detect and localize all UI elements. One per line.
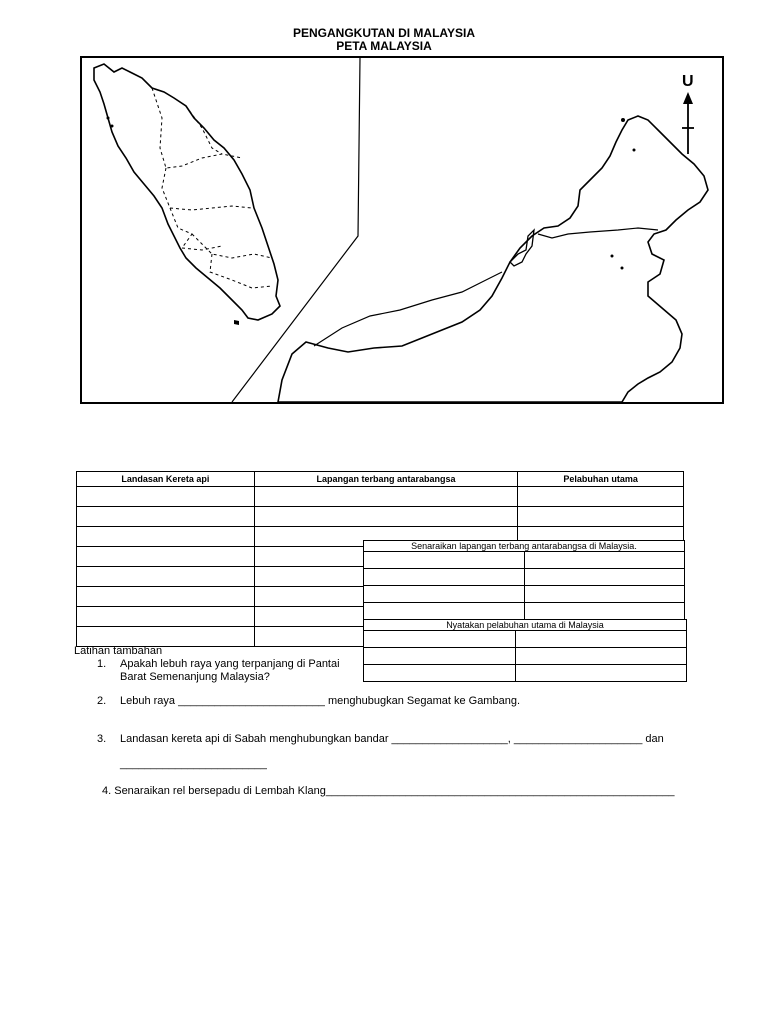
table-cell[interactable] xyxy=(77,567,255,587)
table-cell[interactable] xyxy=(77,627,255,647)
question-1-line-1: Apakah lebuh raya yang terpanjang di Pantai xyxy=(120,658,340,670)
map-drawing xyxy=(82,58,722,402)
port-list-table xyxy=(363,619,687,682)
table-row xyxy=(364,648,687,665)
question-3-answer-line: ________________________ xyxy=(120,758,267,770)
question-number: 3. xyxy=(97,733,107,745)
table-cell[interactable] xyxy=(364,603,525,620)
question-4: 4. Senaraikan rel bersepadu di Lembah Klang_________________________________________________________ xyxy=(102,785,675,797)
page-title: PENGANGKUTAN DI MALAYSIA xyxy=(292,26,475,40)
table-row xyxy=(364,603,685,620)
kalimantan-border xyxy=(314,272,502,346)
table-cell[interactable] xyxy=(525,552,685,569)
exercise-heading: Latihan tambahan xyxy=(74,645,163,657)
table-cell[interactable] xyxy=(364,569,525,586)
question-3: Landasan kereta api di Sabah menghubungkan bandar ___________________, _____________________ dan xyxy=(120,733,664,745)
table-cell[interactable] xyxy=(364,665,516,682)
table-row xyxy=(364,586,685,603)
map-island-dot xyxy=(621,267,624,270)
table-row xyxy=(77,507,684,527)
malaysia-map xyxy=(80,56,724,404)
map-island-dot xyxy=(111,125,114,128)
table-cell[interactable] xyxy=(364,586,525,603)
table-cell[interactable] xyxy=(525,603,685,620)
col-header-airport: Lapangan terbang antarabangsa xyxy=(254,472,518,487)
table-cell[interactable] xyxy=(77,507,255,527)
table-cell[interactable] xyxy=(77,587,255,607)
map-island-dot xyxy=(107,117,110,120)
east-malaysia xyxy=(278,116,708,402)
question-1-line-2: Barat Semenanjung Malaysia? xyxy=(120,671,270,683)
table-cell[interactable] xyxy=(364,631,516,648)
table-cell[interactable] xyxy=(515,631,686,648)
table-row xyxy=(364,552,685,569)
table-cell[interactable] xyxy=(77,547,255,567)
port-list-caption: Nyatakan pelabuhan utama di Malaysia xyxy=(364,620,687,631)
table-cell[interactable] xyxy=(525,586,685,603)
col-header-railway: Landasan Kereta api xyxy=(77,472,255,487)
question-2: Lebuh raya ________________________ menghubugkan Segamat ke Gambang. xyxy=(120,695,520,707)
table-cell[interactable] xyxy=(254,507,518,527)
airport-list-caption: Senaraikan lapangan terbang antarabangsa di Malaysia. xyxy=(364,541,685,552)
table-header-row xyxy=(77,472,684,487)
table-row xyxy=(364,631,687,648)
col-header-port: Pelabuhan utama xyxy=(518,472,684,487)
question-number: 2. xyxy=(97,695,107,707)
question-number: 1. xyxy=(97,658,107,670)
state-boundaries xyxy=(152,88,272,288)
north-arrow-icon xyxy=(682,92,694,154)
table-cell[interactable] xyxy=(518,487,684,507)
table-row xyxy=(364,569,685,586)
peninsular-island xyxy=(234,320,239,325)
map-island-dot xyxy=(611,255,614,258)
table-cell[interactable] xyxy=(77,527,255,547)
page-subtitle: PETA MALAYSIA xyxy=(336,39,432,53)
table-cell[interactable] xyxy=(77,607,255,627)
table-cell[interactable] xyxy=(525,569,685,586)
brunei xyxy=(510,230,534,266)
compass-label: U xyxy=(682,73,694,90)
table-cell[interactable] xyxy=(364,552,525,569)
map-island-dot xyxy=(633,149,636,152)
table-cell[interactable] xyxy=(518,507,684,527)
table-cell[interactable] xyxy=(515,665,686,682)
table-row xyxy=(364,665,687,682)
table-cell[interactable] xyxy=(77,487,255,507)
sabah-sarawak-border xyxy=(538,228,658,238)
peninsular-malaysia xyxy=(94,64,280,320)
table-cell[interactable] xyxy=(364,648,516,665)
table-cell[interactable] xyxy=(515,648,686,665)
map-island-dot xyxy=(621,118,625,122)
airport-list-table xyxy=(363,540,685,620)
table-cell[interactable] xyxy=(254,487,518,507)
table-row xyxy=(77,487,684,507)
